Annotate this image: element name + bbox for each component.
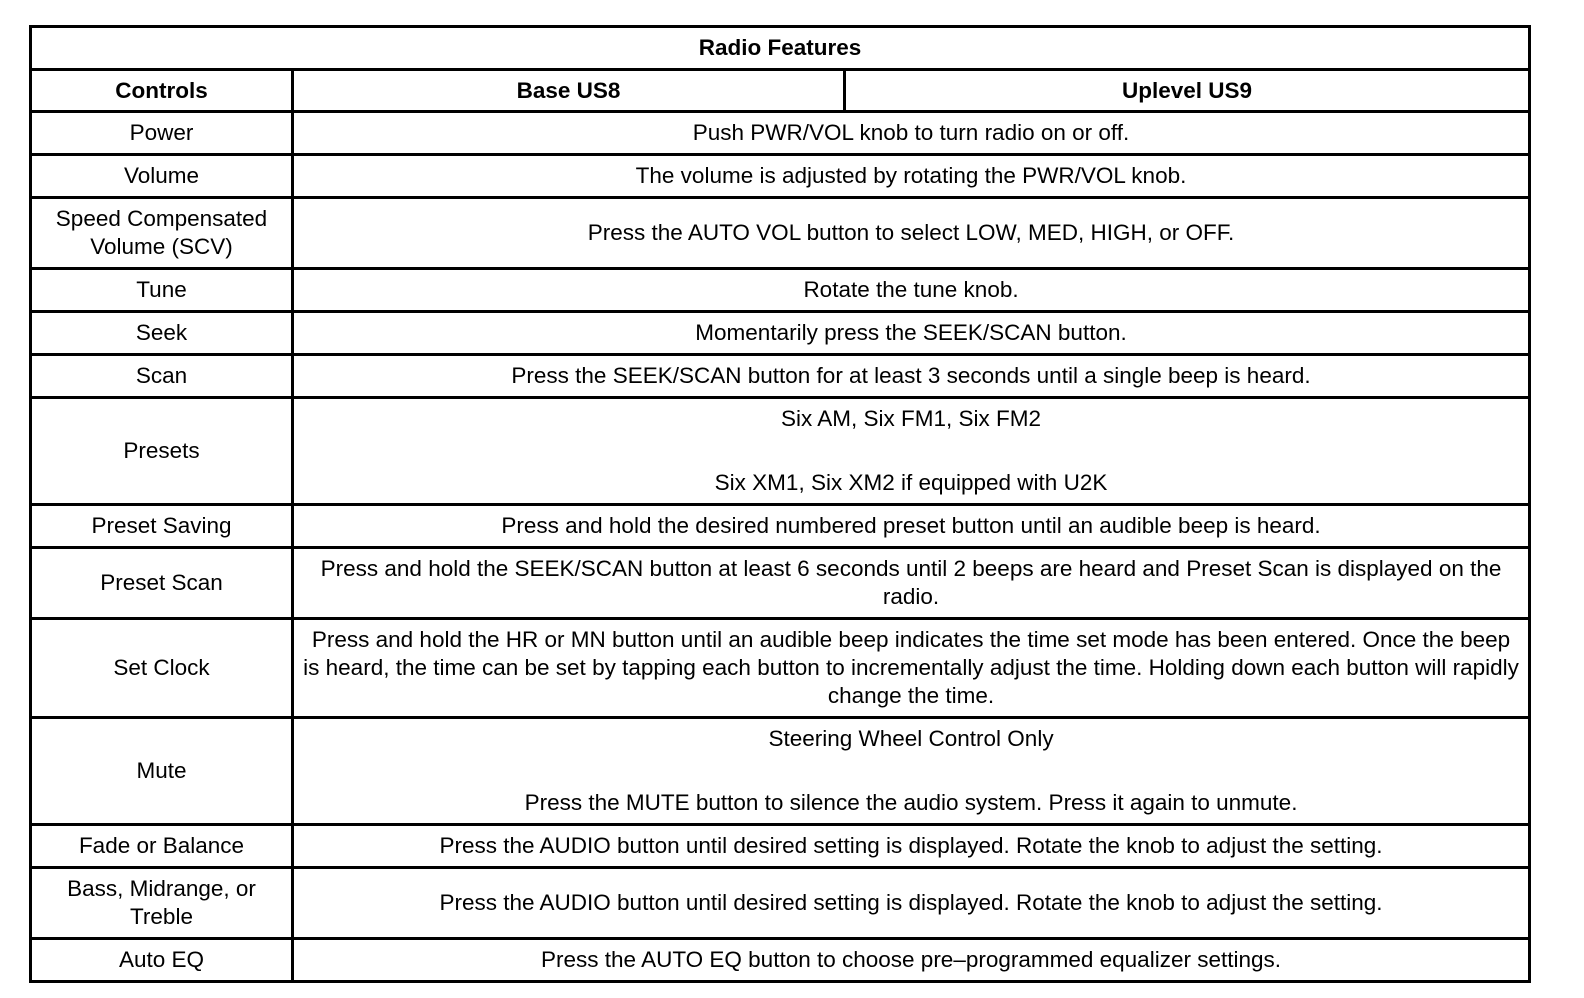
table-row [31,112,1530,155]
description-cell [293,505,1530,548]
control-name-cell: Mute [31,718,293,825]
description-line: Rotate the tune knob. [803,277,1019,302]
table-row [31,398,1530,505]
description-line: Press and hold the SEEK/SCAN button at least 6 seconds until 2 beeps are heard and Preset Scan is displayed on the radio. [320,556,1502,609]
column-header-controls: Controls [31,70,293,112]
table-row [31,548,1530,619]
description-cell [293,112,1530,155]
table-header-row [31,70,1530,112]
description-line: Steering Wheel Control Only [768,726,1054,751]
description-line: Momentarily press the SEEK/SCAN button. [695,320,1127,345]
description-cell [293,198,1530,269]
description-cell [293,312,1530,355]
description-line: Six AM, Six FM1, Six FM2 [780,406,1042,431]
control-name-cell: Volume [31,155,293,198]
control-name-cell: Preset Scan [31,548,293,619]
table-row [31,939,1530,982]
column-header-uplevel: Uplevel US9 [845,70,1530,112]
control-name-cell: Bass, Midrange, or Treble [31,868,293,939]
description-line: Press and hold the desired numbered preset button until an audible beep is heard. [501,513,1321,538]
description-cell [293,355,1530,398]
table-row [31,505,1530,548]
table-row [31,198,1530,269]
table-row [31,718,1530,825]
description-line: Press the MUTE button to silence the audio system. Press it again to unmute. [524,790,1298,815]
line-gap [302,753,1520,789]
control-name-cell: Auto EQ [31,939,293,982]
line-gap [302,433,1520,469]
description-cell [293,155,1530,198]
description-line: Push PWR/VOL knob to turn radio on or off. [692,120,1130,145]
control-name-cell: Seek [31,312,293,355]
description-line: The volume is adjusted by rotating the PWR/VOL knob. [635,163,1187,188]
description-cell [293,718,1530,825]
control-name-cell: Set Clock [31,619,293,718]
description-cell [293,868,1530,939]
description-line: Press the AUDIO button until desired setting is displayed. Rotate the knob to adjust the setting. [439,890,1383,915]
description-cell [293,939,1530,982]
radio-features-table [29,25,1531,983]
control-name-cell: Tune [31,269,293,312]
table-row [31,269,1530,312]
control-name-cell: Presets [31,398,293,505]
description-line: Press and hold the HR or MN button until an audible beep indicates the time set mode has been entered. Once the beep is heard, the time can be set by tapping each button to incrementally adjust the time. Holding down each button will rapidly change the time. [303,627,1519,708]
description-cell [293,619,1530,718]
description-cell [293,825,1530,868]
table-title-row [31,27,1530,70]
table-row [31,155,1530,198]
table-row [31,355,1530,398]
description-cell [293,269,1530,312]
table-body [31,112,1530,982]
radio-features-table-container [29,25,1528,983]
column-header-base: Base US8 [293,70,845,112]
table-title: Radio Features [31,27,1530,70]
control-name-cell: Fade or Balance [31,825,293,868]
table-row [31,619,1530,718]
description-line: Press the AUTO EQ button to choose pre–programmed equalizer settings. [541,947,1281,972]
table-row [31,312,1530,355]
control-name-cell: Speed Compensated Volume (SCV) [31,198,293,269]
description-line: Press the AUDIO button until desired setting is displayed. Rotate the knob to adjust the setting. [439,833,1383,858]
description-line: Six XM1, Six XM2 if equipped with U2K [714,470,1108,495]
table-row [31,868,1530,939]
description-line: Press the AUTO VOL button to select LOW, MED, HIGH, or OFF. [587,220,1235,245]
control-name-cell: Power [31,112,293,155]
description-cell [293,548,1530,619]
control-name-cell: Preset Saving [31,505,293,548]
description-line: Press the SEEK/SCAN button for at least 3 seconds until a single beep is heard. [511,363,1311,388]
table-row [31,825,1530,868]
control-name-cell: Scan [31,355,293,398]
description-cell [293,398,1530,505]
